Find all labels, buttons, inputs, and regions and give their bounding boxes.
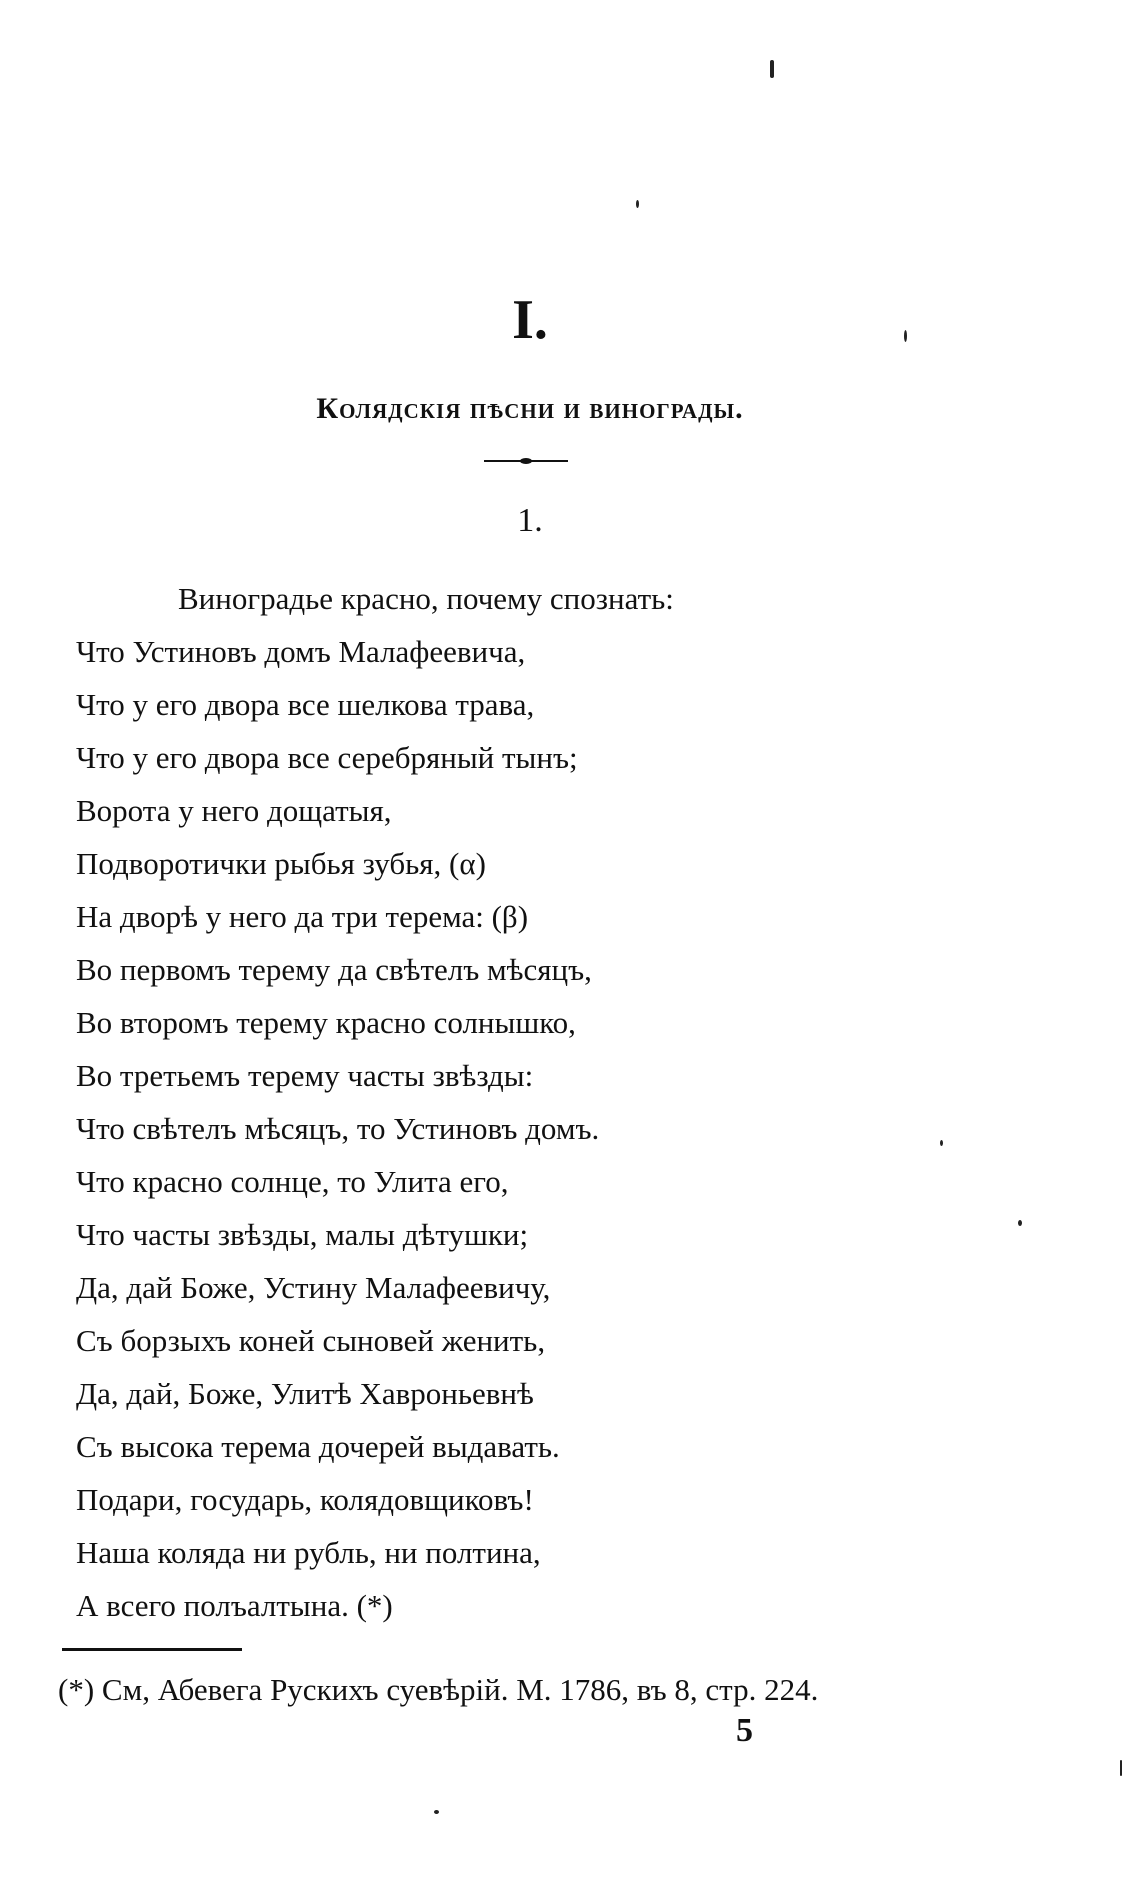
chapter-number: I. [512,289,548,351]
verse-line: Да, дай, Боже, Улитѣ Хавроньевнѣ [76,1376,534,1411]
verse-line: Наша коляда ни рубль, ни полтина, [76,1535,541,1570]
ornament-dot [520,458,532,464]
verse-line: Виноградье красно, почему спознать: [178,581,674,616]
chapter-title: Колядскія пѣсни и винограды. [316,392,744,425]
verse-line: Подари, государь, колядовщиковъ! [76,1482,534,1517]
page-number: 5 [736,1712,753,1749]
scan-speck [940,1140,943,1146]
footnote: (*) См, Абевега Рускихъ суевѣрій. М. 1786, въ 8, стр. 224. [58,1672,819,1707]
ornament-divider [484,458,568,464]
verse-line: Во второмъ терему красно солнышко, [76,1005,576,1040]
verse-line: Подворотички рыбья зубья, (α) [76,846,486,881]
scan-speck [1018,1220,1022,1226]
verse-line: На дворѣ у него да три терема: (β) [76,899,529,934]
verse-line: Ворота у него дощатыя, [76,793,392,828]
verse-line: А всего полъалтына. (*) [76,1588,393,1623]
scan-speck [1120,1760,1122,1776]
verse-block [76,572,976,1632]
verse-line: Что красно солнце, то Улита его, [76,1164,509,1199]
verse-line: Что часты звѣзды, малы дѣтушки; [76,1217,529,1252]
verse-line: Съ борзыхъ коней сыновей женить, [76,1323,546,1358]
scan-speck [636,200,639,208]
verse-line: Что у его двора все шелкова трава, [76,687,535,722]
scan-speck [904,330,907,342]
verse-line: Во третьемъ терему часты звѣзды: [76,1058,534,1093]
verse-line: Съ высока терема дочерей выдавать. [76,1429,560,1464]
scan-speck [770,60,774,78]
verse-line: Во первомъ терему да свѣтелъ мѣсяцъ, [76,952,592,987]
footnote-rule [62,1648,242,1651]
verse-line: Что Устиновъ домъ Малафеевича, [76,634,526,669]
song-number: 1. [517,502,543,539]
verse-line: Да, дай Боже, Устину Малафеевичу, [76,1270,551,1305]
scan-speck [434,1810,439,1814]
verse-line: Что свѣтелъ мѣсяцъ, то Устиновъ домъ. [76,1111,600,1146]
verse-line: Что у его двора все серебряный тынъ; [76,740,578,775]
